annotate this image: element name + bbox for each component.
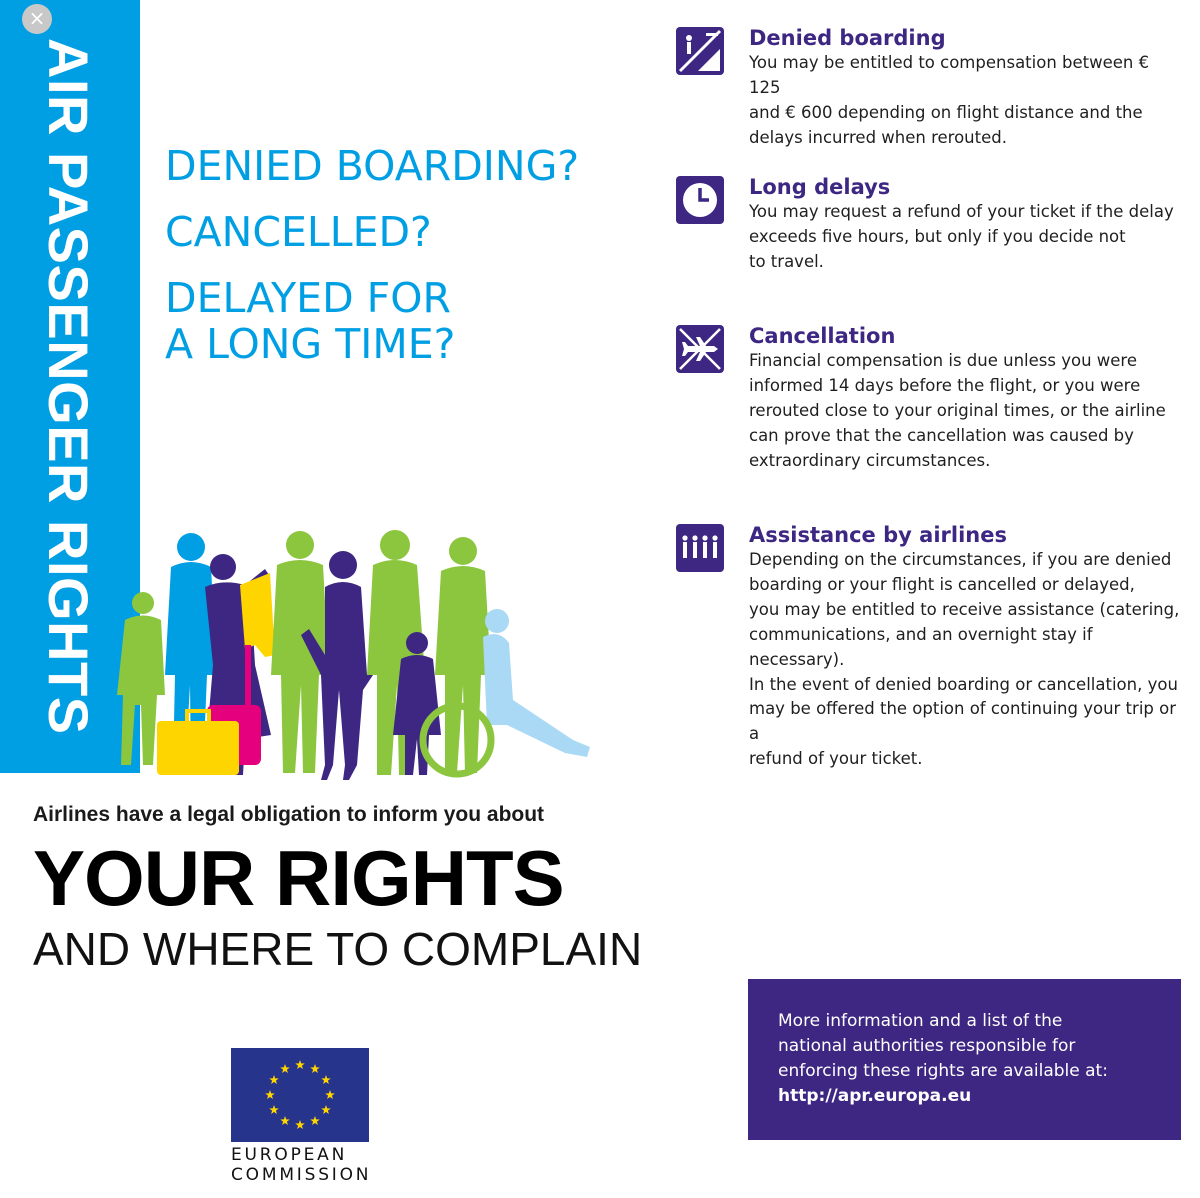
silhouette-green-adult-3: [435, 537, 491, 773]
question-denied-boarding: DENIED BOARDING?: [165, 142, 580, 190]
item-cancellation: [676, 323, 1191, 522]
close-button[interactable]: ×: [22, 4, 52, 34]
vertical-title: AIR PASSENGER RIGHTS: [37, 38, 100, 735]
denied-boarding-icon: [676, 27, 724, 75]
item-text-denied-boarding: You may be entitled to compensation between € 125 and € 600 depending on flight distance and the delays incurred when rerouted.: [749, 53, 1150, 147]
eu-flag-logo: [231, 1048, 369, 1142]
item-title-cancellation: Cancellation: [749, 324, 896, 348]
headline: YOUR RIGHTS: [33, 834, 564, 922]
tagline: Airlines have a legal obligation to inform you about: [33, 803, 545, 826]
eu-name-line2: COMMISSION: [231, 1165, 372, 1185]
subheadline: AND WHERE TO COMPLAIN: [33, 923, 643, 975]
silhouette-wheelchair-user: [483, 609, 590, 757]
item-title-denied-boarding: Denied boarding: [749, 26, 946, 50]
question-delayed: DELAYED FOR A LONG TIME?: [165, 274, 456, 368]
info-box: [748, 979, 1181, 1140]
item-assistance: [676, 522, 1191, 772]
questions-block: [165, 143, 595, 387]
passenger-crowd-illustration: [95, 525, 600, 785]
item-text-cancellation: Financial compensation is due unless you were informed 14 days before the flight, or you were rerouted close to your original times, or the airline can prove that the cancellation was caused by extraordinary circumstances.: [749, 351, 1166, 470]
item-text-long-delays: You may request a refund of your ticket if the delay exceeds five hours, but only if you decide not to travel.: [749, 202, 1174, 271]
item-title-assistance: Assistance by airlines: [749, 523, 1007, 547]
assistance-people-icon: [676, 524, 724, 572]
eu-name-line1: EUROPEAN: [231, 1145, 348, 1165]
info-text: More information and a list of the national authorities responsible for enforcing these rights are available at:: [778, 1011, 1108, 1081]
item-title-long-delays: Long delays: [749, 175, 891, 199]
info-url-link[interactable]: http://apr.europa.eu: [778, 1086, 972, 1106]
question-cancelled: CANCELLED?: [165, 208, 432, 256]
item-long-delays: [676, 174, 1191, 323]
eu-commission-name: [231, 1145, 373, 1185]
info-text-block: [778, 1009, 1163, 1109]
silhouette-yellow-figure: [240, 573, 275, 657]
rights-list: [676, 25, 1191, 772]
cancellation-plane-icon: [676, 325, 724, 373]
item-text-assistance: Depending on the circumstances, if you are denied boarding or your flight is cancelled or delayed, you may be entitled to receive assistance (catering, communications, and an overnight stay if necessary). In the event of denied boarding or cancellation, you may be offered the option of continuing your trip or a refund of your ticket.: [749, 550, 1180, 769]
clock-icon: [676, 176, 724, 224]
item-denied-boarding: [676, 25, 1191, 174]
